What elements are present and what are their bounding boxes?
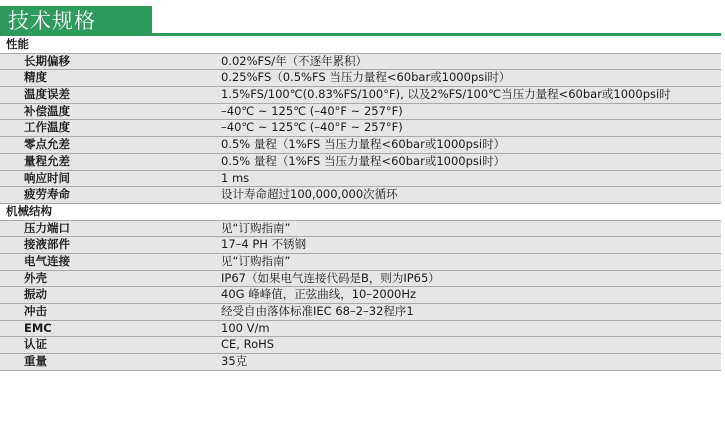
spec-row	[0, 104, 721, 121]
spec-label: 响应时间	[24, 170, 70, 185]
spec-label: 接液部件	[24, 237, 70, 252]
section-label: 机械结构	[6, 203, 52, 218]
section-header-performance	[0, 37, 721, 54]
spec-value: 见“订购指南”	[221, 253, 291, 268]
spec-label: 压力端口	[24, 220, 70, 235]
spec-value: 40G 峰峰值，正弦曲线，10–2000Hz	[221, 287, 417, 302]
spec-value: CE, RoHS	[221, 337, 275, 352]
spec-label: 外壳	[24, 270, 47, 285]
spec-value: –40℃ ~ 125℃ (–40°F ~ 257°F)	[221, 120, 403, 135]
spec-value: 0.5% 量程（1%FS 当压力量程<60bar或1000psi时）	[221, 153, 506, 168]
spec-row	[0, 87, 721, 104]
spec-row	[0, 271, 721, 288]
spec-label: 零点允差	[24, 137, 70, 152]
spec-value: 100 V/m	[221, 320, 270, 335]
spec-value: 0.5% 量程（1%FS 当压力量程<60bar或1000psi时）	[221, 137, 506, 152]
section-header-mechanical	[0, 204, 721, 221]
spec-value: 17–4 PH 不锈钢	[221, 237, 307, 252]
section-title: 技术规格	[0, 6, 152, 36]
spec-row	[0, 337, 721, 354]
spec-value: 1 ms	[221, 170, 250, 185]
spec-row	[0, 154, 721, 171]
spec-label: 补偿温度	[24, 103, 70, 118]
spec-label: 振动	[24, 287, 47, 302]
spec-value: –40℃ ~ 125℃ (–40°F ~ 257°F)	[221, 103, 403, 118]
spec-value: 35克	[221, 354, 248, 369]
spec-label: 冲击	[24, 304, 47, 318]
spec-label: 重量	[24, 354, 47, 369]
spec-row	[0, 354, 721, 371]
spec-row	[0, 304, 721, 321]
spec-label: EMC	[24, 320, 52, 335]
spec-row	[0, 54, 721, 71]
spec-row	[0, 237, 721, 254]
spec-label: 精度	[24, 70, 47, 85]
spec-row	[0, 137, 721, 154]
spec-value: 经受自由落体标准IEC 68–2–32程序1	[221, 304, 414, 318]
spec-value: 0.25%FS（0.5%FS 当压力量程<60bar或1000psi时）	[221, 70, 511, 85]
spec-label: 认证	[24, 337, 47, 352]
spec-table	[0, 37, 721, 371]
spec-value: 见“订购指南”	[221, 220, 291, 235]
spec-value: 1.5%FS/100℃(0.83%FS/100°F), 以及2%FS/100℃当压力量程<60bar或1000psi时	[221, 87, 671, 102]
spec-row	[0, 254, 721, 271]
spec-row	[0, 120, 721, 137]
spec-row	[0, 287, 721, 304]
spec-label: 工作温度	[24, 120, 70, 135]
spec-label: 长期偏移	[24, 53, 70, 68]
spec-row	[0, 321, 721, 338]
spec-row	[0, 187, 721, 204]
spec-label: 量程允差	[24, 153, 70, 168]
spec-value: IP67（如果电气连接代码是B，则为IP65）	[221, 270, 440, 285]
spec-label: 电气连接	[24, 253, 70, 268]
title-underline	[0, 33, 721, 36]
spec-row	[0, 221, 721, 238]
spec-row	[0, 70, 721, 87]
section-label: 性能	[6, 37, 29, 51]
spec-label: 疲劳寿命	[24, 187, 70, 202]
spec-label: 温度误差	[24, 87, 70, 102]
spec-value: 设计寿命超过100,000,000次循环	[221, 187, 398, 202]
spec-row	[0, 171, 721, 188]
spec-value: 0.02%FS/年（不逐年累积）	[221, 53, 368, 68]
